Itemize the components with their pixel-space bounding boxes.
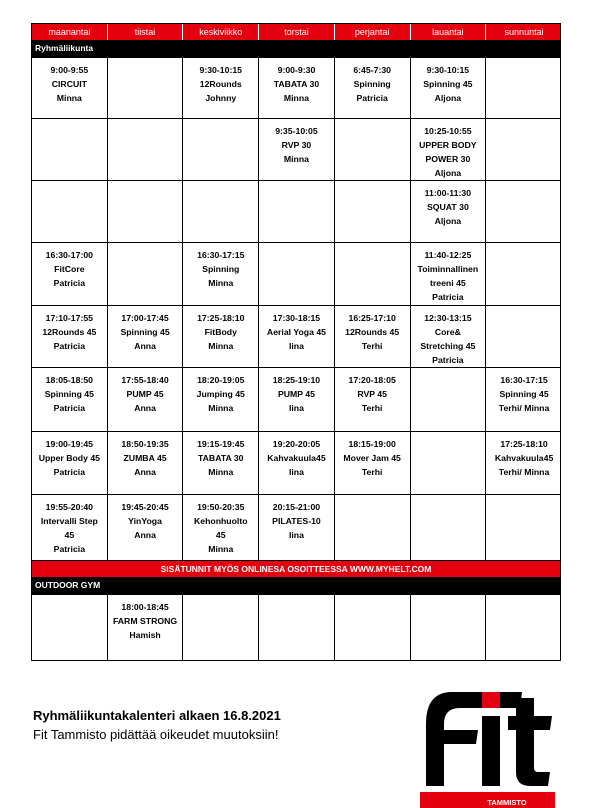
class-line: POWER 30	[425, 154, 471, 164]
class-line: Core&	[434, 327, 461, 337]
class-line: Jumping 45	[196, 389, 245, 399]
class-line: Terhi	[361, 467, 383, 477]
class-line: 17:10-17:55	[45, 313, 94, 323]
class-cell	[486, 181, 562, 242]
class-cell	[183, 243, 259, 305]
class-line: Spinning 45	[423, 79, 473, 89]
class-line: Mover Jam 45	[343, 453, 401, 463]
class-line: 9:35-10:05	[275, 126, 318, 136]
day-header: sunnuntai	[504, 27, 544, 37]
class-line: 9:00-9:55	[50, 65, 89, 75]
class-line: PUMP 45	[126, 389, 164, 399]
class-cell	[335, 368, 411, 431]
schedule-row	[32, 431, 560, 494]
class-line: FitBody	[204, 327, 237, 337]
class-cell	[335, 595, 411, 660]
class-cell	[32, 368, 108, 431]
class-line: CIRCUIT	[51, 79, 87, 89]
class-line: 17:25-18:10	[197, 313, 245, 323]
class-line: 10:25-10:55	[424, 126, 472, 136]
class-line: 19:15-19:45	[197, 439, 245, 449]
class-line: 9:30-10:15	[199, 65, 243, 75]
class-cell	[259, 58, 335, 118]
schedule-row	[32, 305, 560, 367]
class-cell	[411, 306, 487, 367]
class-line: 16:25-17:10	[348, 313, 396, 323]
class-line: Terhi/ Minna	[498, 467, 550, 477]
schedule-table	[31, 23, 561, 661]
class-line: 12Rounds 45	[42, 327, 97, 337]
class-line: Minna	[56, 93, 82, 103]
day-header: maanantai	[32, 24, 108, 40]
class-cell	[411, 368, 487, 431]
class-line: Johnny	[205, 93, 237, 103]
class-line: Intervalli Step	[40, 516, 98, 526]
class-line: UPPER BODY	[419, 140, 477, 150]
class-line: Anna	[134, 467, 156, 477]
class-line: Iina	[288, 530, 304, 540]
class-line: 18:25-19:10	[272, 375, 321, 385]
class-line: 17:55-18:40	[121, 375, 169, 385]
class-cell	[32, 119, 108, 180]
class-line: Minna	[208, 467, 234, 477]
class-line: Spinning	[202, 264, 240, 274]
class-line: Anna	[134, 530, 156, 540]
class-line: PUMP 45	[277, 389, 315, 399]
class-cell	[259, 181, 335, 242]
class-line: Patricia	[53, 403, 86, 413]
class-cell	[108, 119, 184, 180]
class-line: Kahvakuula45	[494, 453, 554, 463]
class-line: 45	[64, 530, 75, 540]
class-cell	[486, 368, 562, 431]
schedule-row	[32, 367, 560, 431]
class-line: Aljona	[434, 168, 462, 178]
class-line: 12Rounds	[199, 79, 242, 89]
class-line: 17:25-18:10	[500, 439, 548, 449]
class-cell	[335, 243, 411, 305]
class-cell	[335, 306, 411, 367]
class-cell	[486, 306, 562, 367]
class-line: 45	[215, 530, 226, 540]
class-line: 18:00-18:45	[121, 602, 169, 612]
class-line: ZUMBA 45	[123, 453, 167, 463]
class-cell	[335, 119, 411, 180]
class-line: Toiminnallinen	[417, 264, 479, 274]
class-line: 16:30-17:15	[500, 375, 548, 385]
class-line: Minna	[283, 93, 310, 103]
class-cell	[411, 181, 487, 242]
class-line: Minna	[208, 403, 234, 413]
class-line: 12Rounds 45	[345, 327, 400, 337]
class-cell	[259, 243, 335, 305]
class-cell	[183, 306, 259, 367]
class-line: Patricia	[356, 93, 388, 103]
class-line: FARM STRONG	[112, 616, 178, 626]
class-line: Aljona	[434, 93, 462, 103]
class-line: Iina	[288, 403, 304, 413]
class-cell	[486, 58, 562, 118]
day-header: keskiviikko	[183, 24, 259, 40]
class-line: Aerial Yoga 45	[266, 327, 326, 337]
class-line: Iina	[288, 467, 304, 477]
class-line: RVP 45	[357, 389, 387, 399]
class-cell	[183, 181, 259, 242]
day-header: lauantai	[411, 24, 487, 40]
class-line: Terhi	[361, 341, 383, 351]
class-line: 17:00-17:45	[121, 313, 169, 323]
fit-logo	[420, 688, 555, 808]
class-cell	[259, 595, 335, 660]
class-cell	[32, 306, 108, 367]
class-cell	[32, 432, 108, 494]
class-line: 18:50-19:35	[121, 439, 169, 449]
class-cell	[108, 368, 184, 431]
class-line: Upper Body 45	[38, 453, 100, 463]
class-cell	[108, 595, 184, 660]
class-line: Anna	[134, 341, 156, 351]
class-line: Kehonhuolto	[193, 516, 248, 526]
day-header: perjantai	[335, 24, 411, 40]
online-banner: SISÄTUNNIT MYÖS ONLINESA OSOITTEESSA WWW.MYHELT.COM	[32, 560, 560, 577]
class-line: Patricia	[53, 467, 86, 477]
class-cell	[486, 119, 562, 180]
class-line: TABATA 30	[273, 79, 320, 89]
class-line: 18:05-18:50	[45, 375, 94, 385]
class-line: 17:30-18:15	[272, 313, 321, 323]
class-cell	[411, 432, 487, 494]
class-cell	[259, 306, 335, 367]
footer-note: Fit Tammisto pidättää oikeudet muutoksiin!	[33, 727, 279, 742]
class-line: Spinning 45	[44, 389, 94, 399]
class-line: Hamish	[129, 630, 161, 640]
class-line: YinYoga	[128, 516, 162, 526]
footer	[33, 708, 281, 742]
class-cell	[183, 58, 259, 118]
class-line: Minna	[208, 278, 234, 288]
class-line: PILATES-10	[272, 516, 321, 526]
class-line: Minna	[208, 341, 234, 351]
class-cell	[486, 495, 562, 560]
class-line: 20:15-21:00	[272, 502, 321, 512]
schedule-row	[32, 180, 560, 242]
class-cell	[486, 243, 562, 305]
class-line: 11:00-11:30	[424, 188, 472, 198]
class-line: treeni 45	[430, 278, 466, 288]
class-cell	[32, 243, 108, 305]
class-line: 19:20-20:05	[272, 439, 321, 449]
section-header-outdoor: OUTDOOR GYM	[32, 577, 560, 594]
class-cell	[335, 58, 411, 118]
class-line: Spinning	[353, 79, 391, 89]
class-cell	[259, 119, 335, 180]
class-cell	[411, 595, 487, 660]
class-line: Terhi/ Minna	[498, 403, 550, 413]
class-line: Stretching 45	[420, 341, 476, 351]
class-line: 19:55-20:40	[45, 502, 94, 512]
class-line: Kahvakuula45	[267, 453, 326, 463]
class-cell	[32, 181, 108, 242]
class-line: 9:30-10:15	[426, 65, 470, 75]
class-line: Patricia	[53, 341, 86, 351]
class-cell	[183, 119, 259, 180]
class-cell	[335, 432, 411, 494]
class-cell	[486, 595, 562, 660]
schedule-row	[32, 494, 560, 560]
class-line: Aljona	[434, 216, 462, 226]
class-line: Spinning 45	[499, 389, 549, 399]
class-line: RVP 30	[281, 140, 312, 150]
schedule-row	[32, 57, 560, 118]
outdoor-schedule-body	[32, 594, 560, 660]
class-line: 9:00-9:30	[277, 65, 316, 75]
class-cell	[335, 495, 411, 560]
group-schedule-body	[32, 57, 560, 560]
class-line: Minna	[283, 154, 310, 164]
class-cell	[108, 181, 184, 242]
logo-sub-text: TAMMISTO	[487, 798, 527, 807]
class-cell	[108, 58, 184, 118]
schedule-row	[32, 242, 560, 305]
day-header-row	[32, 24, 560, 40]
class-cell	[32, 595, 108, 660]
day-header: torstai	[259, 24, 335, 40]
class-line: 6:45-7:30	[353, 65, 391, 75]
class-line: 19:45-20:45	[121, 502, 169, 512]
class-cell	[108, 243, 184, 305]
day-header: tiistai	[108, 24, 184, 40]
class-line: Anna	[134, 403, 156, 413]
class-cell	[183, 432, 259, 494]
class-line: Patricia	[432, 355, 464, 365]
class-line: Patricia	[53, 544, 86, 554]
class-line: Patricia	[432, 292, 464, 302]
class-line: FitCore	[54, 264, 85, 274]
class-cell	[108, 432, 184, 494]
class-line: 12:30-13:15	[424, 313, 472, 323]
class-cell	[183, 595, 259, 660]
class-line: 11:40-12:25	[424, 250, 472, 260]
class-cell	[411, 495, 487, 560]
class-cell	[335, 181, 411, 242]
class-line: 16:30-17:15	[197, 250, 245, 260]
schedule-row	[32, 118, 560, 180]
class-cell	[32, 58, 108, 118]
class-cell	[183, 495, 259, 560]
schedule-row	[32, 594, 560, 660]
class-cell	[183, 368, 259, 431]
class-cell	[411, 58, 487, 118]
class-line: Minna	[208, 544, 234, 554]
class-cell	[411, 119, 487, 180]
class-cell	[486, 432, 562, 494]
section-header-group: Ryhmäliikunta	[32, 40, 560, 57]
class-cell	[32, 495, 108, 560]
footer-title: Ryhmäliikuntakalenteri alkaen 16.8.2021	[33, 708, 281, 723]
class-cell	[259, 432, 335, 494]
class-cell	[108, 306, 184, 367]
class-line: Spinning 45	[120, 327, 170, 337]
class-line: 18:20-19:05	[197, 375, 245, 385]
class-line: 17:20-18:05	[348, 375, 396, 385]
class-line: Patricia	[53, 278, 86, 288]
class-line: TABATA 30	[197, 453, 244, 463]
class-line: 16:30-17:00	[45, 250, 94, 260]
class-line: Iina	[288, 341, 304, 351]
class-cell	[259, 368, 335, 431]
class-line: 19:50-20:35	[197, 502, 245, 512]
class-cell	[411, 243, 487, 305]
fit-wordmark-icon	[426, 692, 552, 786]
class-cell	[259, 495, 335, 560]
class-line: 18:15-19:00	[348, 439, 396, 449]
class-line: SQUAT 30	[426, 202, 469, 212]
class-cell	[108, 495, 184, 560]
class-line: 19:00-19:45	[45, 439, 94, 449]
class-line: Terhi	[361, 403, 383, 413]
